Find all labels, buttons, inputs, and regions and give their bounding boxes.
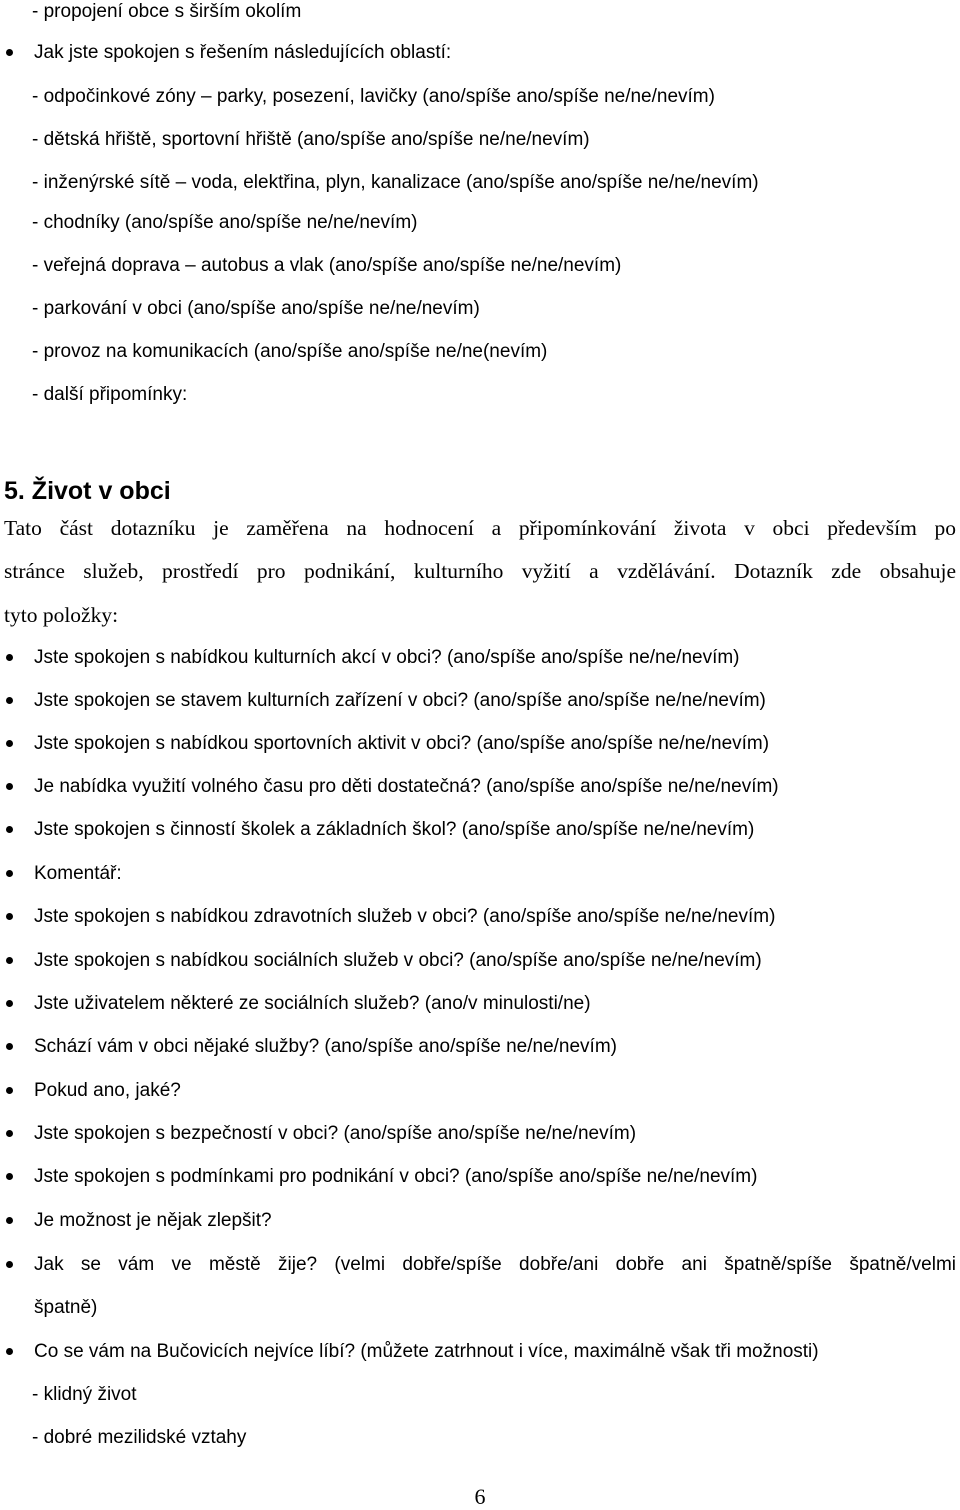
satisfaction-item: - inženýrské sítě – voda, elektřina, plyn, kanalizace (ano/spíše ano/spíše ne/ne/nevím) bbox=[32, 172, 759, 193]
question-text: Jste uživatelem některé ze sociálních služeb? (ano/v minulosti/ne) bbox=[34, 993, 591, 1014]
question-text: Jste spokojen s nabídkou kulturních akcí v obci? (ano/spíše ano/spíše ne/ne/nevím) bbox=[34, 647, 740, 668]
bullet-icon bbox=[6, 1217, 13, 1224]
bullet-icon bbox=[6, 1000, 13, 1007]
bullet-icon bbox=[6, 740, 13, 747]
bullet-icon bbox=[6, 957, 13, 964]
bullet-icon bbox=[6, 654, 13, 661]
satisfaction-item: - dětská hřiště, sportovní hřiště (ano/spíše ano/spíše ne/ne/nevím) bbox=[32, 129, 590, 150]
bullet-icon bbox=[6, 1087, 13, 1094]
question-text: Co se vám na Bučovicích nejvíce líbí? (můžete zatrhnout i více, maximálně však tři možnosti) bbox=[34, 1341, 819, 1362]
question-text: Jste spokojen s nabídkou zdravotních služeb v obci? (ano/spíše ano/spíše ne/ne/nevím) bbox=[34, 906, 776, 927]
question-text: Je možnost je nějak zlepšit? bbox=[34, 1210, 272, 1231]
bullet-icon bbox=[6, 1043, 13, 1050]
bullet-icon bbox=[6, 49, 13, 56]
page-number: 6 bbox=[474, 1484, 486, 1509]
question-text: Jste spokojen s nabídkou sportovních aktivit v obci? (ano/spíše ano/spíše ne/ne/nevím) bbox=[34, 733, 770, 754]
question-text: Schází vám v obci nějaké služby? (ano/spíše ano/spíše ne/ne/nevím) bbox=[34, 1036, 617, 1057]
question-text: Jste spokojen s činností školek a základních škol? (ano/spíše ano/spíše ne/ne/nevím) bbox=[34, 819, 755, 840]
question-text: Jak jste spokojen s řešením následujících oblastí: bbox=[34, 42, 452, 63]
satisfaction-item: - další připomínky: bbox=[32, 384, 188, 405]
intro-line: Tato část dotazníku je zaměřena na hodnocení a připomínkování života v obci především po bbox=[4, 516, 956, 540]
bullet-icon bbox=[6, 913, 13, 920]
question-text-continued: špatně) bbox=[34, 1297, 98, 1318]
bullet-icon bbox=[6, 783, 13, 790]
bullet-icon bbox=[6, 870, 13, 877]
bullet-icon bbox=[6, 826, 13, 833]
bullet-icon bbox=[6, 1348, 13, 1355]
satisfaction-item: - chodníky (ano/spíše ano/spíše ne/ne/nevím) bbox=[32, 212, 418, 233]
satisfaction-item: - odpočinkové zóny – parky, posezení, lavičky (ano/spíše ano/spíše ne/ne/nevím) bbox=[32, 86, 715, 107]
satisfaction-item: - provoz na komunikacích (ano/spíše ano/spíše ne/ne(nevím) bbox=[32, 341, 548, 362]
bullet-icon bbox=[6, 1261, 13, 1268]
option-item: - dobré mezilidské vztahy bbox=[32, 1427, 247, 1448]
text-line: - propojení obce s širším okolím bbox=[32, 1, 302, 22]
section-heading: 5. Život v obci bbox=[4, 477, 171, 505]
question-text: Komentář: bbox=[34, 863, 122, 884]
option-item: - klidný život bbox=[32, 1384, 137, 1405]
satisfaction-item: - veřejná doprava – autobus a vlak (ano/spíše ano/spíše ne/ne/nevím) bbox=[32, 255, 622, 276]
intro-line: stránce služeb, prostředí pro podnikání, kulturního vyžití a vzdělávání. Dotazník zde obsahuje bbox=[4, 559, 956, 583]
satisfaction-item: - parkování v obci (ano/spíše ano/spíše ne/ne/nevím) bbox=[32, 298, 480, 319]
intro-line: tyto položky: bbox=[4, 603, 119, 627]
bullet-icon bbox=[6, 1130, 13, 1137]
question-text: Jak se vám ve městě žije? (velmi dobře/spíše dobře/ani dobře ani špatně/spíše špatně/velmi bbox=[34, 1254, 956, 1275]
question-text: Je nabídka využití volného času pro děti dostatečná? (ano/spíše ano/spíše ne/ne/nevím) bbox=[34, 776, 779, 797]
question-text: Pokud ano, jaké? bbox=[34, 1080, 181, 1101]
question-text: Jste spokojen s bezpečností v obci? (ano/spíše ano/spíše ne/ne/nevím) bbox=[34, 1123, 637, 1144]
bullet-icon bbox=[6, 697, 13, 704]
question-text: Jste spokojen s nabídkou sociálních služeb v obci? (ano/spíše ano/spíše ne/ne/nevím) bbox=[34, 950, 762, 971]
question-text: Jste spokojen s podmínkami pro podnikání v obci? (ano/spíše ano/spíše ne/ne/nevím) bbox=[34, 1166, 758, 1187]
bullet-icon bbox=[6, 1173, 13, 1180]
question-text: Jste spokojen se stavem kulturních zařízení v obci? (ano/spíše ano/spíše ne/ne/nevím) bbox=[34, 690, 766, 711]
